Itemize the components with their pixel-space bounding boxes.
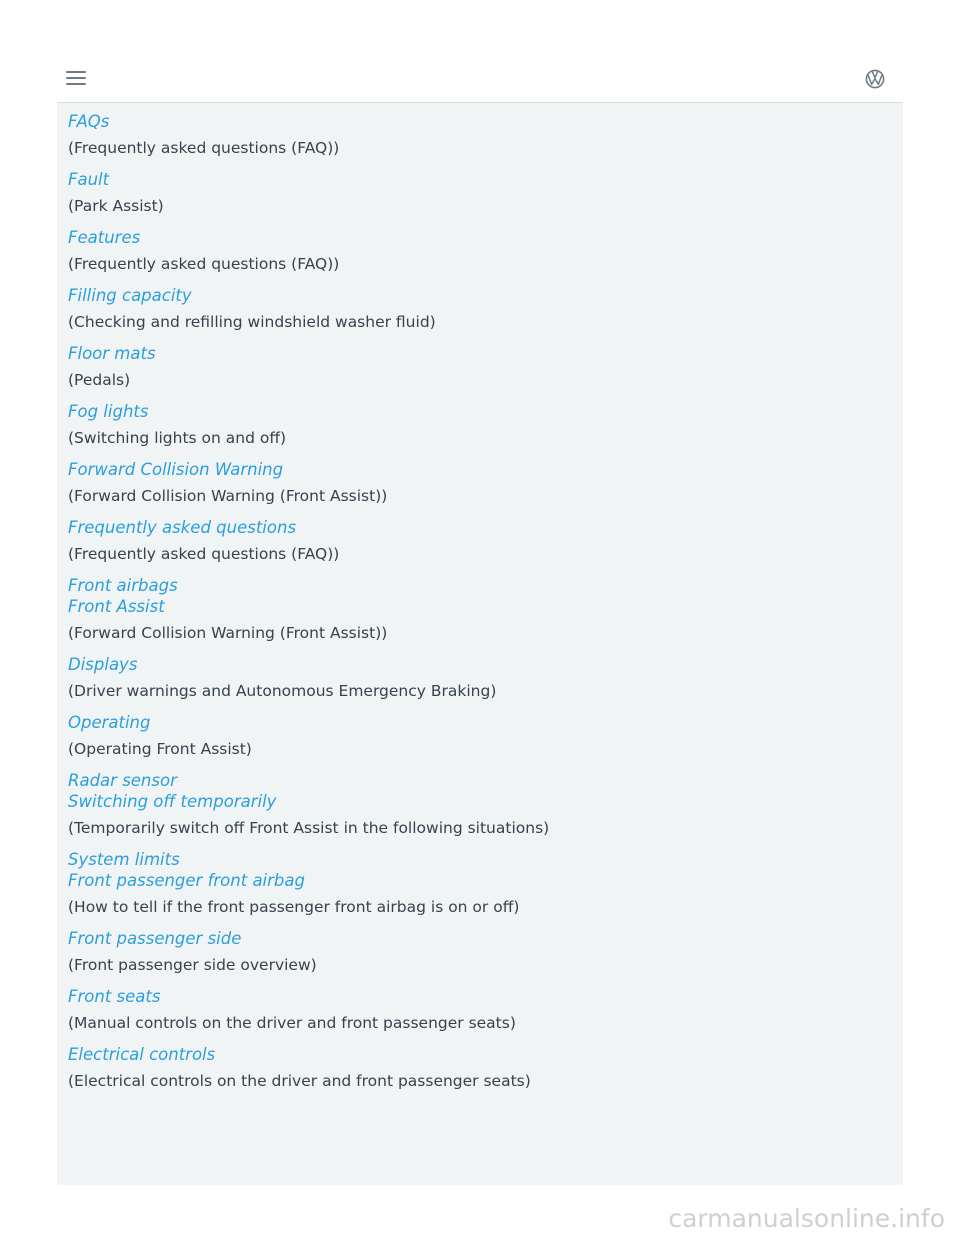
index-entry — [68, 849, 893, 917]
index-reference: (How to tell if the front passenger front airbag is on or off) — [68, 898, 520, 916]
index-entry — [68, 712, 893, 759]
index-entry — [68, 986, 893, 1033]
index-reference: (Pedals) — [68, 371, 131, 389]
index-reference: (Temporarily switch off Front Assist in the following situations) — [68, 819, 550, 837]
index-term-link[interactable]: Front passenger front airbag — [68, 871, 305, 890]
index-term-link[interactable]: Switching off temporarily — [68, 792, 277, 811]
index-reference: (Electrical controls on the driver and front passenger seats) — [68, 1072, 531, 1090]
index-term-link[interactable]: Front seats — [68, 987, 161, 1006]
top-bar — [57, 56, 903, 103]
index-term-link[interactable]: Filling capacity — [68, 286, 192, 305]
index-reference: (Park Assist) — [68, 197, 164, 215]
index-entry — [68, 1044, 893, 1091]
index-entry — [68, 285, 893, 332]
index-entry — [68, 343, 893, 390]
index-entry — [68, 227, 893, 274]
index-reference: (Checking and refilling windshield washer fluid) — [68, 313, 436, 331]
index-content — [57, 103, 903, 1185]
index-term-link[interactable]: Forward Collision Warning — [68, 460, 284, 479]
index-reference: (Forward Collision Warning (Front Assist)) — [68, 487, 388, 505]
index-term-link[interactable]: System limits — [68, 850, 180, 869]
index-entry — [68, 575, 893, 643]
hamburger-menu-icon[interactable] — [66, 70, 86, 86]
index-entry — [68, 169, 893, 216]
index-reference: (Operating Front Assist) — [68, 740, 252, 758]
index-term-link[interactable]: Radar sensor — [68, 771, 177, 790]
index-entry — [68, 459, 893, 506]
index-reference: (Switching lights on and off) — [68, 429, 287, 447]
index-reference: (Manual controls on the driver and front passenger seats) — [68, 1014, 516, 1032]
index-reference: (Frequently asked questions (FAQ)) — [68, 139, 340, 157]
index-term-link[interactable]: Fog lights — [68, 402, 149, 421]
index-reference: (Frequently asked questions (FAQ)) — [68, 255, 340, 273]
index-entry — [68, 401, 893, 448]
index-reference: (Front passenger side overview) — [68, 956, 317, 974]
index-entry — [68, 111, 893, 158]
index-entry — [68, 517, 893, 564]
watermark: carmanualsonline.info — [668, 1204, 945, 1233]
vw-logo-icon[interactable] — [865, 69, 885, 89]
index-term-link[interactable]: Floor mats — [68, 344, 156, 363]
index-term-link[interactable]: FAQs — [68, 112, 110, 131]
index-list — [68, 111, 893, 1102]
index-reference: (Driver warnings and Autonomous Emergency Braking) — [68, 682, 497, 700]
index-entry — [68, 770, 893, 838]
index-term-link[interactable]: Frequently asked questions — [68, 518, 297, 537]
index-entry — [68, 928, 893, 975]
index-term-link[interactable]: Front airbags — [68, 576, 178, 595]
index-term-link[interactable]: Front Assist — [68, 597, 165, 616]
index-term-link[interactable]: Displays — [68, 655, 138, 674]
index-term-link[interactable]: Fault — [68, 170, 110, 189]
index-term-link[interactable]: Electrical controls — [68, 1045, 216, 1064]
index-term-link[interactable]: Features — [68, 228, 141, 247]
index-term-link[interactable]: Front passenger side — [68, 929, 242, 948]
index-term-link[interactable]: Operating — [68, 713, 151, 732]
index-reference: (Frequently asked questions (FAQ)) — [68, 545, 340, 563]
index-reference: (Forward Collision Warning (Front Assist)) — [68, 624, 388, 642]
index-entry — [68, 654, 893, 701]
